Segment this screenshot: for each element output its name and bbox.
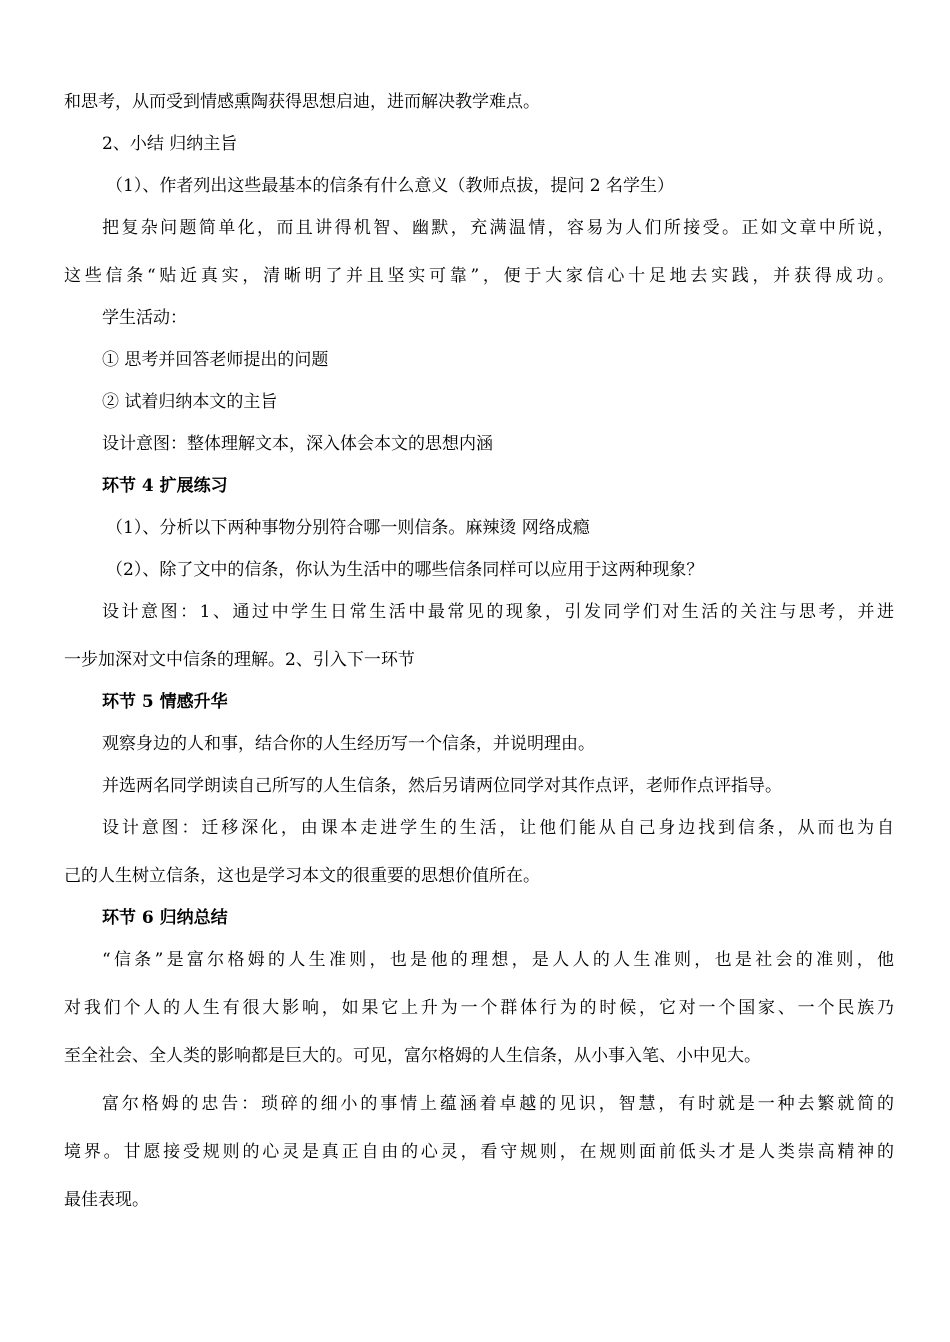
paragraph-line: 己的人生树立信条，这也是学习本文的很重要的思想价值所在。 xyxy=(64,866,540,886)
section-heading-bold: 环节 6 归纳总结 xyxy=(102,908,228,928)
question-line: （2）、除了文中的信条，你认为生活中的哪些信条同样可以应用于这两种现象？ xyxy=(106,560,704,580)
paragraph-line: 一步加深对文中信条的理解。2、引入下一环节 xyxy=(64,650,415,670)
section-heading: 2、小结 归纳主旨 xyxy=(102,134,238,154)
paragraph-line: 富尔格姆的忠告：琐碎的细小的事情上蕴涵着卓越的见识，智慧，有时就是一种去繁就简的 xyxy=(102,1094,894,1114)
paragraph-line: 把复杂问题简单化，而且讲得机智、幽默，充满温情，容易为人们所接受。正如文章中所说， xyxy=(102,218,894,238)
paragraph-line: 境界。甘愿接受规则的心灵是真正自由的心灵，看守规则，在规则面前低头才是人类崇高精神的 xyxy=(64,1142,894,1162)
paragraph-line: 学生活动： xyxy=(102,308,187,328)
section-heading-bold: 环节 5 情感升华 xyxy=(102,692,228,712)
design-intent-line: 设计意图：整体理解文本，深入体会本文的思想内涵 xyxy=(102,434,493,454)
paragraph-line: 观察身边的人和事，结合你的人生经历写一个信条，并说明理由。 xyxy=(102,734,595,754)
design-intent-line: 设计意图：1、通过中学生日常生活中最常见的现象，引发同学们对生活的关注与思考，并进 xyxy=(102,602,894,622)
paragraph-line: 对我们个人的人生有很大影响，如果它上升为一个群体行为的时候，它对一个国家、一个民族乃 xyxy=(64,998,894,1018)
section-heading-bold: 环节 4 扩展练习 xyxy=(102,476,228,496)
list-item: ② 试着归纳本文的主旨 xyxy=(102,392,278,412)
list-item: ① 思考并回答老师提出的问题 xyxy=(102,350,329,370)
design-intent-line: 设计意图：迁移深化，由课本走进学生的生活，让他们能从自己身边找到信条，从而也为自 xyxy=(102,818,894,838)
question-line: （1）、作者列出这些最基本的信条有什么意义（教师点拔，提问 2 名学生） xyxy=(106,176,674,196)
question-line: （1）、分析以下两种事物分别符合哪一则信条。麻辣烫 网络成瘾 xyxy=(106,518,590,538)
paragraph-line: “信条”是富尔格姆的人生准则，也是他的理想，是人人的人生准则，也是社会的准则，他 xyxy=(102,950,894,970)
paragraph-line: 最佳表现。 xyxy=(64,1190,149,1210)
paragraph-line: 并选两名同学朗读自己所写的人生信条，然后另请两位同学对其作点评，老师作点评指导。 xyxy=(102,776,782,796)
paragraph-line: 和思考，从而受到情感熏陶获得思想启迪，进而解决教学难点。 xyxy=(64,92,540,112)
paragraph-line: 这些信条“贴近真实，清晰明了并且坚实可靠”，便于大家信心十足地去实践，并获得成功。 xyxy=(64,266,894,286)
paragraph-line: 至全社会、全人类的影响都是巨大的。可见，富尔格姆的人生信条，从小事入笔、小中见大。 xyxy=(64,1046,761,1066)
